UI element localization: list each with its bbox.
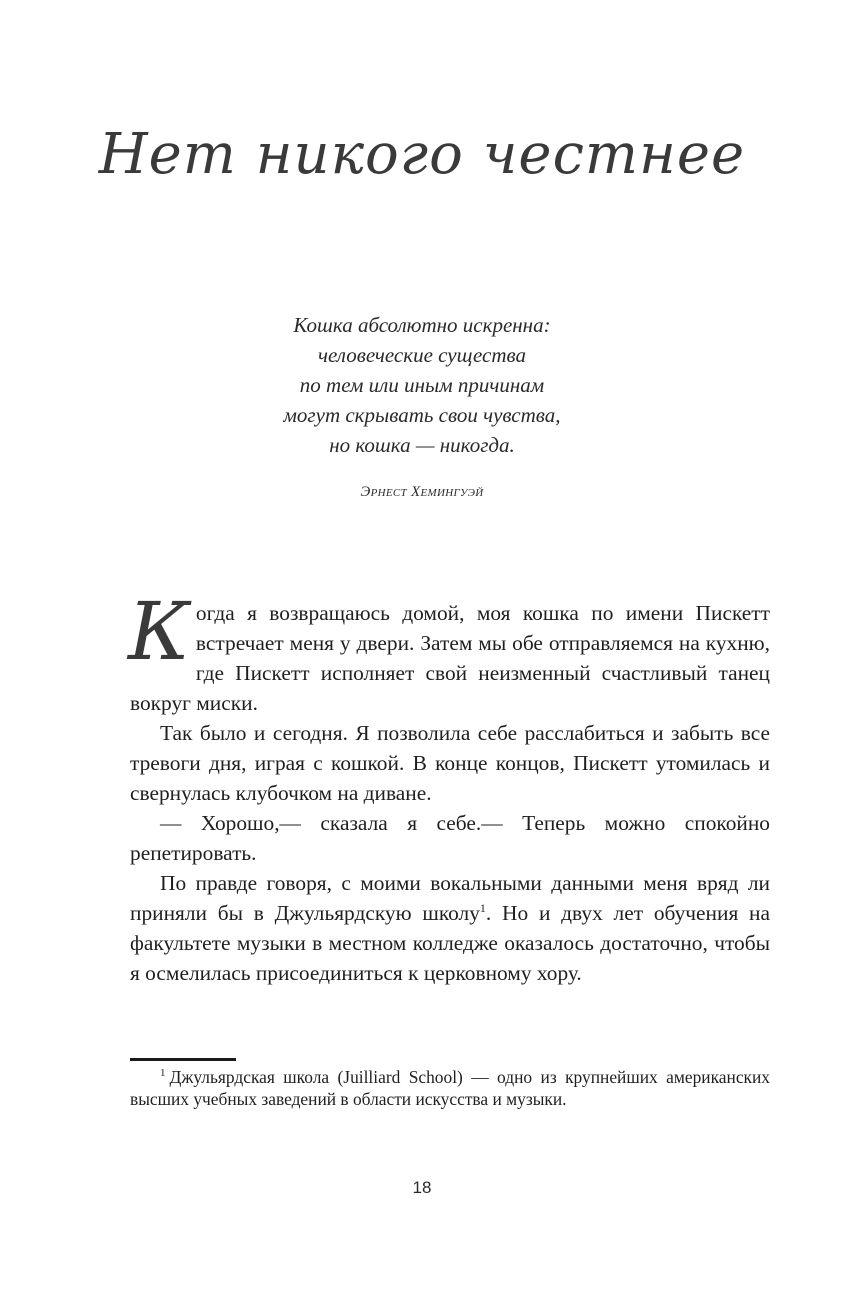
chapter-title: Нет никого честнее xyxy=(98,122,746,187)
epigraph xyxy=(0,310,844,460)
drop-cap: К xyxy=(128,585,190,678)
epigraph-line: могут скрывать свои чувства, xyxy=(283,403,561,427)
footnote-divider xyxy=(130,1058,236,1061)
paragraph-3: — Хорошо,— сказала я себе.— Теперь можно спокойно репетировать. xyxy=(130,811,770,865)
epigraph-line: Кошка абсолютно искренна: xyxy=(293,313,551,337)
epigraph-line: но кошка — никогда. xyxy=(329,433,515,457)
paragraph-4-text-b: . Но и двух лет обучения на факультете музыки в местном колледже оказалось достаточно, чтобы я осмелилась присоединиться к церковному хору. xyxy=(130,901,770,985)
page-number: 18 xyxy=(412,1178,432,1197)
body-text xyxy=(128,585,770,988)
paragraph-4 xyxy=(130,868,770,988)
epigraph-line: по тем или иным причинам xyxy=(299,373,545,397)
paragraph-1 xyxy=(128,585,770,718)
footnote-text: Джульярдская школа (Juilliard School) — одно из крупнейших американских высших учебных заведений в области искусства и музыки. xyxy=(130,1067,770,1109)
paragraph-4-text-a: По правде говоря, с моими вокальными данными меня вряд ли приняли бы в Джульярдскую школу xyxy=(130,871,770,925)
paragraph-1-text: огда я возвращаюсь домой, моя кошка по имени Пискетт встречает меня у двери. Затем мы обе отправляемся на кухню, где Пискетт исполняет свой неизменный счастливый танец вокруг миски. xyxy=(130,601,770,715)
epigraph-line: человеческие существа xyxy=(317,343,527,367)
footnote xyxy=(130,1066,770,1110)
epigraph-author: Эрнест Хемингуэй xyxy=(360,484,484,500)
paragraph-2: Так было и сегодня. Я позволила себе расслабиться и забыть все тревоги дня, играя с кошкой. В конце концов, Пискетт утомилась и свернулась клубочком на диване. xyxy=(130,721,770,805)
footnote-number: 1 xyxy=(160,1067,166,1080)
footnote-reference[interactable]: 1 xyxy=(479,900,486,915)
